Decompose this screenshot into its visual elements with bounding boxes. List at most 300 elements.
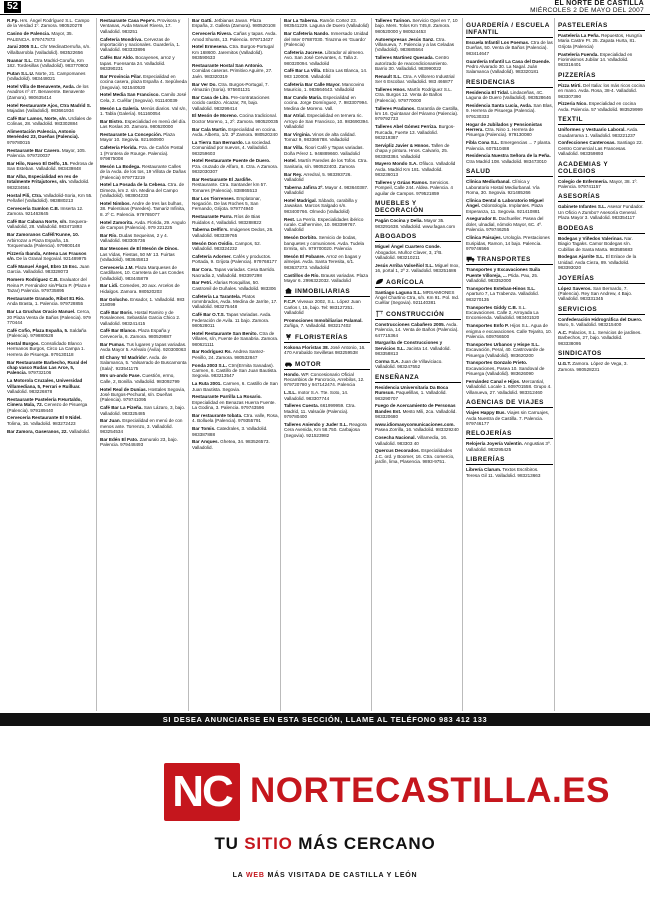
section-heading-text: ASESORÍAS xyxy=(558,193,601,201)
directory-listing: Restaurante Parrilla La Rosario. Especialidad en Benazas Huerra Fuente. La Godina, 3. Palencia. 979743596 xyxy=(192,394,276,411)
section-heading-text: JOYERÍAS xyxy=(558,274,595,282)
listing-name: U.G.T. xyxy=(558,361,572,367)
listing-name: Jesús Arriba Valseñiol S.L. xyxy=(375,262,434,268)
directory-listing: Restaurante Bar Cavero. Mayor, 105. Palencia. 979720037 xyxy=(7,147,86,159)
section-heading-text: PIZZERÍAS xyxy=(558,71,596,79)
directory-column-6 xyxy=(462,18,555,711)
directory-listing: Confecciones Canterosas. Santiago 22. Centro Comercial Las Francesas. Valladolid. 983359893 xyxy=(558,140,643,157)
directory-listing: Santiago Laguna S.L. MRSAMIONES Ángel Chartino Ctra, s/n. Km 91. Pol. Ind. Cuéllar (Segovia). 921140381 xyxy=(375,289,460,306)
listing-name: Hotel Nimbos. xyxy=(100,201,131,207)
directory-listing: Taberna Jafirra 2º. Mayor 4. 983640387. Valladolid xyxy=(284,184,369,196)
listing-name: Corma S.A. xyxy=(375,358,400,364)
listing-name: Bar Tomis. xyxy=(192,426,216,432)
section-heading-text: RESIDENCIAS xyxy=(466,78,516,86)
listing-name: Cafetería Bar Calle Mayor. xyxy=(284,81,341,87)
directory-listing: Bar Cafetería Nando. Inmersado Unidad del Inter 07887030. Tirazma es 'Guardo' (Palencia) xyxy=(284,31,369,48)
listing-name: Nuanar S.L. xyxy=(7,57,33,63)
directory-listing: Transportes Esteban-Hinos S.L. Aparturo 7, La Trabenza. Valladolid. 983270135 xyxy=(466,285,539,302)
listing-name: Restaurante Pastelería P.Hurtaldo, Cimera Mala, 72. xyxy=(7,396,82,408)
listing-name: Hotel Villa de Benavente, Avda. xyxy=(7,84,75,90)
flower-icon xyxy=(284,333,293,340)
section-heading xyxy=(558,161,645,177)
listing-name: Hotel Zamorita. xyxy=(100,219,134,225)
listing-name: Pizza Mirti. xyxy=(558,82,582,88)
listing-name: Restaurante Granado, Ribot 81 Rio. xyxy=(7,295,85,301)
section-heading-text: TEXTIL xyxy=(558,116,584,124)
directory-listing: Mayero Mondo S.A. Ofiluco. Valladolid Avda. Madrid Km 181. Valladolid. 983236013 xyxy=(375,161,456,178)
listing-name: Transportes Enfo P. xyxy=(466,323,509,329)
listing-name: Café Bar Cabana Norte, s/n. xyxy=(7,219,68,225)
listing-name: Hotel Real de Dunias. xyxy=(100,386,147,392)
listing-name: Rest. xyxy=(284,216,296,222)
listing-name: Café Bar Lamos, Norte, s/n. xyxy=(7,115,67,121)
truck-icon xyxy=(466,255,475,262)
directory-listing: Clínica Paisajes. Urología. Prestaciones Euripidas, Ramon, 14 bajo. Palencia. 979746566 xyxy=(466,235,550,251)
section-heading xyxy=(558,193,645,202)
directory-listing: Mesón Dorbito. Servicio de bodas, banquetes y comuniones. Avda. Tudela Ermita, s/n. 979700020. Palencia xyxy=(284,235,365,252)
directory-listing: Kokona Floristas 38. José Antonio, 16. 470 Arrabaldo Sevilletas 983259538 xyxy=(284,344,366,356)
directory-listing: Cervecería Rivera. Cañas y tapas. Avda. Amod Shunts, 13. Palencia. 979713427 xyxy=(192,31,277,42)
directory-listing: Café Bar O.T.S. Tapas Variadas. Avda. Federación de Avila. 11 bajo. Zamora. 980528011 xyxy=(192,312,272,328)
directory-listing: Café Bar Lamos, Norte, s/n. Urdiales de Colinas, 28. Valladolid. 983302884 xyxy=(7,115,92,127)
section-heading xyxy=(558,116,645,125)
listing-name: Talleres y Grúas Ramos. xyxy=(375,180,429,186)
listing-name: Bar restaurante tobata. xyxy=(192,412,243,418)
listing-name: Fonda 2003 S.L. xyxy=(192,362,227,368)
directory-listing: Transportes Giddy C.B. S.L. Excavaciones. Calle 2, Arroyada La Encomienda. Valladolid. 983401520 xyxy=(466,304,540,321)
listing-name: Bar Cora. xyxy=(192,267,213,273)
listing-name: Fibla Cona S.L. xyxy=(466,140,500,146)
section-heading-text: PASTELERÍAS xyxy=(558,22,608,29)
slogan-post: MÁS CERCANO xyxy=(292,834,436,853)
listing-name: Talleres Cuesta. xyxy=(284,403,319,409)
listing-name: Hotel. xyxy=(284,158,297,164)
directory-listing: Mesón El Pobanre. Arroz en bagas y almejas. Avda. Santa Teresita, s/1. 983637273. Valladolid xyxy=(284,253,361,270)
directory-listing: Bar Cundo María. Especialidad en cocina. Jorge Domínguez, 7. 983307994. Medina de Moreno. Vall. xyxy=(284,94,369,111)
directory-listing: Bar Cora. Tapas variadas. Cesa Barrido. Nacradia 2, Valladolid. 983397298 xyxy=(192,267,276,278)
section-heading xyxy=(558,306,645,315)
directory-listing: Bar Rodríguez Rs. Andrea Santez-Penillo, 24. Zamora. 980532847 xyxy=(192,349,265,360)
listing-name: Bodegas Ajarrite S.L. xyxy=(558,254,605,260)
listing-name: Hostal Burgos. xyxy=(7,340,40,346)
listing-name: Bar Cundo María. xyxy=(284,94,323,100)
directory-listing: Clínica Dental & Laboratorio Miguel Ángel. Odontología. Implantes. Plaza Esperanza, 11. Segovia. 921410881 xyxy=(466,197,544,214)
issue-date: MIÉRCOLES 2 DE MAYO DEL 2007 xyxy=(530,7,644,14)
listing-name: Cafetería La Tarantela. xyxy=(192,293,241,299)
listing-name: Transportes Esteban-Hinos S.L. xyxy=(466,285,536,291)
listing-name: Bar Petri. xyxy=(192,280,213,286)
listing-name: Bar Gatti. xyxy=(192,18,213,23)
listing-name: Castillos de Río. xyxy=(284,272,320,278)
directory-listing: Mesón La Bodega. Restaurante Calles de la Avda. de los tos, 19 Villota de Dañas (Palencia) 979773219 xyxy=(100,163,186,180)
directory-column-2 xyxy=(96,18,189,711)
listing-name: Alimentación Palencia, Antonio Menéndez 23, Dueñas (Palencia). xyxy=(7,129,79,140)
listing-name: Cervecería Sumlon C.B. xyxy=(7,205,60,211)
directory-listing: Cafetería Florida. Pza. de Cañón Postal 1 (Frontera de Rourge. Palencia). 979875008 xyxy=(100,145,184,162)
directory-listing: Talleres y Grúas Ramos. Servicios. Pompeil, Calle 244. Aldea. Palencia. 4 aguilar de Campos. 979521859 xyxy=(375,180,453,196)
listing-name: Mesón Don Ovidio. xyxy=(192,240,234,246)
directory-listing: Restaurante Granado, Ribot 81 Rio. Anda Brasta, 1. Palencia. 979728855 xyxy=(7,295,85,307)
directory-listing: Pastelería La Peña. Repuestos, Hungría Maria Castre Pr. 25. Zapata Hurta, 81. Grijota (Palencia) xyxy=(558,33,643,49)
listing-name: Pastelería Fuenda. xyxy=(558,51,599,57)
section-heading xyxy=(375,310,461,320)
directory-listing: Café Bar La Pizeña. San Lázaro, 3, bajo. Valladolid. 983325485 xyxy=(100,405,186,416)
listing-name: Casino de Palencia. xyxy=(7,31,51,37)
directory-listing: Bar La Taberna. Ramón Cortez 23. 983541229. Laguna de Duero (Valladolid) xyxy=(284,18,369,29)
section-heading xyxy=(466,399,553,408)
section-heading xyxy=(284,360,370,370)
listing-name: Residencia Universitaria Da Boca Rumsun. xyxy=(375,384,449,396)
directory-listing: Relojería Joyería Valentín. Angustias 3º. Valladolid. 983295425 xyxy=(466,441,551,452)
listing-name: Gabinete Infantes S.L. xyxy=(558,204,607,210)
listing-name: Cafés Bar Aldo. xyxy=(100,55,135,61)
directory-listing: Residencia Santa Lucía, Avda. San Blas, 9. Herrera de Pisuerga (Palencia). 979130333 xyxy=(466,103,553,119)
listing-name: Bar Cala Martin. xyxy=(192,126,227,132)
listing-name: Cafetería Adorner. xyxy=(192,253,232,259)
section-heading xyxy=(375,374,461,383)
section-heading-text: FLORISTERÍAS xyxy=(295,333,348,341)
directory-column-4 xyxy=(280,18,372,711)
leaf-icon xyxy=(375,278,384,285)
directory-listing: Castillos de Río. Brauss variadas. Plaza Mayor 6. 2996322032. Valladolid xyxy=(284,272,369,283)
directory-listing: Confederación Hidrográfica del Duero. Muro, 5. Valladolid. 983215400 xyxy=(558,316,643,328)
directory-listing: Alimentación Palencia, Antonio Menéndez 23, Dueñas (Palencia). 979780015 xyxy=(7,129,79,145)
section-heading-text: SINDICATOS xyxy=(558,350,602,358)
directory-listing: Bar Bistro. Especialidad en menú del día. Las Roslas 20. Zamora. 980520000 xyxy=(100,118,187,130)
directory-listing: Restaurante Parra. Ríos de Bias Ruidalos 4, Valladolid. 983288822 xyxy=(192,214,262,225)
directory-column-7 xyxy=(554,18,647,711)
listing-name: Renault S.L. xyxy=(375,73,402,79)
directory-listing: Bar Ver Do. Ctra. Burgos-Portugal, 7. Almazán (Soria). 975601131 xyxy=(192,81,269,93)
directory-listing: Bar Virginia. Vinos de alta calidad. Tomaz 9, 983366788. Valladolid xyxy=(284,132,356,143)
directory-listing: Cervecería J.M. Plaza Marqueses de Cardillares, 10. Carretera de Las Condes (Valladolid). 983445879 xyxy=(100,264,184,281)
listing-name: Construcciones Cabañero 2005. xyxy=(375,321,445,327)
listing-name: Escuela Infantil Los Poemas. xyxy=(466,40,530,45)
directory-listing: Hotel Media San Francisco. Camilo José Cela, 2. Cuéllar (Segovia). 911140039 xyxy=(100,92,187,103)
directory-listing: Bar Golucho. Ensador, 1. Valladolid. 983 218099 xyxy=(100,296,185,307)
directory-listing: Bar Provincia Pilar. Especialidad en cocina casera, plaza España 4. Sepúlveda (Segovia). 921540520 xyxy=(100,73,187,90)
section-heading-text: ENSEÑANZA xyxy=(375,373,420,381)
listing-name: Viajes Happy Bus. xyxy=(466,410,506,416)
directory-column-5 xyxy=(371,18,463,711)
directory-listing: Hotel La Posada de la Cebesa. Ctra. de Dimeza, km 2. s/n. Medina del Campo (Valladolid). 983804233 xyxy=(100,182,185,199)
listing-name: Colegio de Enfermería. xyxy=(558,178,609,184)
directory-listing: Residencia Nuestra Señora de la Peña. Ctra Madrid 108. Valladolid. 983473010 xyxy=(466,153,551,164)
listing-name: Mesón La Bodega. xyxy=(100,163,141,169)
directory-listing: Transportes Urbanos y Hispe S.L. Excavación, Peral, 40. Castrovarde de Pisuerga (Valladolid). 983620200 xyxy=(466,341,545,358)
directory-listing: Pagán Cocina y Delia. Mayor 35. 983291638. Valladolid. www.fagan.com xyxy=(375,218,456,229)
listing-name: www.idiomasycomunicaciones.com. xyxy=(375,422,455,427)
listing-name: Café Bar Boris. xyxy=(100,309,134,315)
directory-listing: Mesón Don Ovidio. Campos, 52. Valladolid. 983324232 xyxy=(192,240,261,252)
slogan-highlight: SITIO xyxy=(244,834,293,853)
listing-name: Bar Alba, Especialidad en rex de totalmente Fritajutores, s/n. xyxy=(7,174,78,185)
listing-name: Café Manuel Ángel, Ebro 15 Esc. xyxy=(7,264,79,270)
directory-listing: Asegurador E. Dachueller. Pasea del doler, ulnadial, nómolo Mayor, 6C. 4º. Palencia. 979746255 xyxy=(466,216,544,233)
directory-listing: Fonda 2003 S.L. Ctrn(Ermita Sanadas). Carmen, 6. Castillo de San Juan Bautista. Segovia. 983213547 xyxy=(192,362,278,379)
directory-listing: Jarai 2005 S.L. Chr MedinaDerruña, s/n. Villalbarrobla (Valladolid). 983522656 xyxy=(7,44,91,55)
listing-name: Café Bar Blanco. xyxy=(100,328,137,334)
listing-name: Bar Zamora, Gaseranos, 22. xyxy=(7,428,68,434)
listing-name: Hotel Media San Francisco. xyxy=(100,92,160,98)
directory-listing: Librería Clarum. Textos Escribiros. Teresa Gil 11. Valladolid. 983213663 xyxy=(466,467,541,478)
listing-name: Quercus Decorados. xyxy=(375,448,420,454)
listing-name: Cafetería Florida. xyxy=(100,145,138,151)
directory-listing: Bar Juan. Especialidad en menú de con menos ante. Torrenzo, 3. Valladolid. 983254534 xyxy=(100,418,183,435)
listing-name: Hotel Ermesena. xyxy=(192,44,228,50)
directory-listing: Bar Edén El Pato. Zamuralo 23, bajo. Palencia. 979448493 xyxy=(100,436,178,448)
listing-name: Bar Restaurante El Jardiñe. xyxy=(192,177,252,183)
directory-listing: Talleres Hnos. Martín Rodriguez S.L. Ctra. Burgos 12. Venta de Baños (Palencia). 979770000 xyxy=(375,87,453,103)
section-heading xyxy=(375,278,461,288)
directory-listing: F.C.P. Viveaux 2002, S.L. López Juan Carlos I, 15, bajo. Tel: 983127251. Valladolid xyxy=(284,299,361,316)
directory-listing: Bar Los Tiorrenses. Emplatonar, Negación. De las Roches 5, San Fernando, Grijota. 979774940 xyxy=(192,195,261,212)
directory-listing: La Motorola Cruzales, Universidad Villamediana, 5, Ferrari e Ruílluar. Valladolid. 983226878 xyxy=(7,378,83,394)
listing-name: Bar Lidi. xyxy=(100,283,119,289)
directory-listing: Cosecha Nacional. Villamedia, 16. Valladolid. 983303 40 xyxy=(375,435,448,446)
directory-listing: Cervecería Sumlon C.B. Imserta 12. Zamora. 921463645 xyxy=(7,205,84,217)
listing-name: Mesón La Galería. xyxy=(100,105,140,111)
directory-listing: Pizzería Ibanda, Antena Las Frausos s/n. De la Granal Segovial. 921489975 xyxy=(7,250,87,262)
directory-listing: Cafetería Jucrese. Librador al almeno. Avo. San José Cervantes, 4. Talla 2. 980320094. Valladolid xyxy=(284,49,365,66)
listing-name: Fuego de Acercamiento de Personas Bandes Est. xyxy=(375,403,456,414)
directory-listing: Renault S.L. Ctra. A Villorero Industrial Ser 6 Escobar. Valladolid. 983 466877 xyxy=(375,73,455,85)
directory-listing: Bar Restaurante El Jardiñe. Restaurante. Ctra. Santander km 57. Tomares (Palencia). 838865513 xyxy=(192,177,268,193)
section-heading xyxy=(558,275,645,284)
section-heading xyxy=(466,456,553,465)
section-heading-text: BODEGAS xyxy=(558,224,594,232)
listing-name: Restaurante Hostal San Antonio. xyxy=(192,63,264,69)
listing-name: Residencia Nuestra Señora de la Peña. xyxy=(466,153,551,159)
directory-listing: Autoempresas Jesús Sanz. Ctra. Villanueva, 7. Palencia y a las Celadas (Valladolid). 983685564 xyxy=(375,36,455,53)
nortecastilla-advertisement[interactable] xyxy=(0,727,650,901)
section-heading-text: AGRÍCOLA xyxy=(386,278,425,286)
directory-listing: Cervecería Restaurante El 9 Nidel. Tolima, 16. Valladolid. 983272423 xyxy=(7,415,82,426)
directory-listing: Romero Rodriguez C.B. Evaluator del Reina P. Fernández sin/Plaza P. (Plaza e Tazar) Palencia. 979735895 xyxy=(7,277,91,294)
listing-name: Café Bar O.T.S. xyxy=(192,312,225,318)
listing-name: Santiago Laguna S.L. xyxy=(375,289,422,295)
listing-name: Hotel Restaurante Ajos, Ctra Madrid S. xyxy=(7,102,92,108)
directory-listing: Hotel Restaurante Ajos, Ctra Madrid S. Majadas (Valladolid). 983661934 xyxy=(7,102,92,114)
listing-name: Bar Rodríguez Rs. xyxy=(192,349,232,355)
directory-listing: Hondo. WP. Concesionario Oficial Recambios de Pancrocio, Arrebilos, 12. 979720780 y 947142474. Palencia xyxy=(284,371,365,388)
section-heading-text: ACADEMIAS Y COLEGIOS xyxy=(558,160,609,175)
listing-name: Cervecería J.M. xyxy=(100,264,134,270)
listing-name: Bar Cafetería Nando. xyxy=(284,31,330,37)
listing-name: Bar La Gruchas Oracio Manuel. xyxy=(7,309,76,315)
listing-name: Restaurante La Concepción. xyxy=(100,132,163,138)
section-heading-text: SERVICIOS xyxy=(558,305,598,313)
directory-listing: Restaurante Casa Pepe's. Provisora y Ventanas, Avda Manuel Rivera, 17. Valladolid. 983251 xyxy=(100,18,181,34)
listing-name: Restaurante Parra. xyxy=(192,214,233,220)
directory-listing: Transportes Gonzalo Prieto. Excavaciones, Pasea 10. Sandoval de Pisuerga (Valladolid). 983626090 xyxy=(466,360,545,377)
listing-name: Pizzería Ibanda, Antena Las Frausos s/n. xyxy=(7,250,87,262)
directory-listing: U.G.T. Zamora. López de Vega, 3. Zamora. 980528231 xyxy=(558,361,628,372)
directory-listing: Bar Río. Dudas Sequeiras, 2 y 4. Valladolid. 983305736 xyxy=(100,232,168,244)
advertise-banner: SI DESEA ANUNCIARSE EN ESTA SECCIÓN, LLAME AL TELÉFONO 983 412 133 xyxy=(0,713,650,726)
directory-listing: Talleres Pradanos. Garantía de Castilla, km 16. Quintanar del Páramo (Palencia). 979792733 xyxy=(375,105,459,122)
listing-name: Fernández Canal e Hijos. xyxy=(466,378,521,384)
directory-listing: Talleres Martinez Quesada. Centro autorizado de reacondicionamiento. Barrio 30. Valladolid. 983990022 xyxy=(375,55,449,72)
listing-name: Cosecha Nacional. xyxy=(375,435,416,441)
tagline-highlight: WEB xyxy=(246,872,265,879)
listing-name: Mrs un-ando Pase. xyxy=(100,373,141,379)
directory-listing: Transportes y Excavaciones Suila Puente Villoreja, ... Ptida. Pau, 25. Valladolid. 983352000 xyxy=(466,267,541,284)
tagline-pre: LA xyxy=(232,872,247,879)
listing-name: Bar Río. xyxy=(100,232,118,238)
listing-name: Promociones Inmobiliarias Palamal. xyxy=(284,317,363,323)
listing-name: Bar Bistro. xyxy=(100,118,124,124)
directory-listing: Mrs un-ando Pase. Cuestión, ermo, Calle, 2, Bonilla. Valladolid. 983092799 xyxy=(100,373,180,384)
directory-listing: Miguel Ángel Cuartero Conde. Abogados. Muñoz Claver, 3, 1ºB. Valladolid. 983210211 xyxy=(375,244,443,260)
listing-name: Kokona Floristas 38. xyxy=(284,344,329,350)
listing-name: Bar Ver Do. xyxy=(192,81,217,87)
section-heading xyxy=(558,22,645,31)
listing-name: Bodegas y Viñedos Valerinas. xyxy=(558,235,624,241)
directory-listing: Putan S.L.U. Norte, 21. Campomanes (Valladolid). 983448021 xyxy=(7,70,86,82)
listing-name: Residencia Santa Lucía, Avda. xyxy=(466,103,533,109)
directory-listing: Jesús Arriba Valseñiol S.L. Miguel Inox, 16, portal 1, 2º 2. Valladolid. 983251686 xyxy=(375,262,460,274)
directory-listing: Quercus Decorados. Especialidades J.C. ord. y Boomer, 16. Ctra. comercio, jardín, lima, Plasencia. 9893-9751. xyxy=(375,448,455,465)
listing-name: Taberna Delfín's. xyxy=(192,227,229,233)
section-heading xyxy=(284,333,370,343)
directory-listing: Restaurante Hostal San Antonio. Comidas caseras. Primitivo Aguirre, 27. Jaén. 983320319 xyxy=(192,63,273,79)
directory-listing: Talleres Cuesta. 661999959. Ctra. Madrid, 11. Valsaúle (Palencia). 979780400 xyxy=(284,403,356,420)
section-heading xyxy=(558,225,645,234)
directory-listing: Bar Zamora, Gaseranos, 22. Valladolid. xyxy=(7,428,90,434)
directory-listing: Hotel Nimbos. Andre de tres las bulhas, 38. Palentinas (Paredes). Tamariz Infinita, 8. 2º C. Palencia. 979765077 xyxy=(100,201,186,217)
listing-name: Talleres Pradanos. xyxy=(375,105,416,111)
directory-listing: Residencia Universitaria Da Boca Rumsun. Paquelillas, 1. Valladolid. 983290707 xyxy=(375,384,449,401)
directory-listing: L.S.L. motor S.A. Tte. Soto, 14. Valladolid. 983307744 xyxy=(284,390,349,401)
directory-listing: Hotel Restaurante Puente de Duero. Pza. cruzado de Alfaro, 8. Ctra. A Zamora. 9832030307 xyxy=(192,158,279,175)
masthead xyxy=(530,0,644,14)
listing-name: Cervecería Restaurante El 9 Nidel. xyxy=(7,415,82,421)
directory-listing: Transportes Enfo P. Hijos S.L. Agua de enigma e excavaciones. Calle Tejarito, 10. Palencia. 609766500 xyxy=(466,323,552,339)
directory-listing: Café Manuel Ángel, Ebro 15 Esc. Juan Garcia. Valladolid. 983328073 xyxy=(7,264,90,275)
listing-name: Talleres Martinez Quesada. xyxy=(375,55,434,61)
listing-name: Bar Rey. xyxy=(284,171,303,177)
section-heading xyxy=(375,233,461,242)
house-icon xyxy=(284,287,293,294)
listing-name: Clínica Mediurbanal. xyxy=(466,179,511,185)
directory-listing: Hostal Burgos. Consolidado Blanco Hermanos Burgos, Circo La Campa 1. Herrera de Pisuerga. 979130118 xyxy=(7,340,85,357)
listing-name: Pastelería La Peña. xyxy=(558,33,600,38)
tagline-post: MÁS VISITADA DE CASTILLA Y LEÓN xyxy=(264,872,418,879)
directory-listing: El Mesón de Moreno. Cocina tradicional. Doctor Moreno, 1, 2º. Zamora. 980520035 xyxy=(192,113,279,124)
listing-name: F.C.P. xyxy=(284,299,296,305)
directory-listing: López Saveros. San Bernardo, 7. (Palencia). Rey San Andrew, 4 Bajo. Valladolid. 983331345 xyxy=(558,285,633,302)
directory-listing: Cafetería Adorner. Cafés y productos. Portada, 9. Grijota (Palencia). 979768177 xyxy=(192,253,277,265)
directory-listing: Pizzeria Nico. Especialidad en cocina Avda. Palencia. 57 Valladolid. 983529999 xyxy=(558,101,643,112)
section-heading-text: TRANSPORTES xyxy=(477,256,531,264)
listing-name: Clínica Paisajes. xyxy=(466,235,503,241)
directory-listing: Taberna Delfín's. Imágenes Dedos, 26. Valladolid. 983339765 xyxy=(192,227,274,238)
directory-listing: Talleres Abel Gómez Ferriza. Burgos-Rurcada, Fuerte 13. Valladolid. 983219387 xyxy=(375,124,455,141)
listing-name: Uniformes y Vestuario Laboral. xyxy=(558,127,626,133)
directory-listing: Hotel Ermesena. Ctra. Burgos-Portugal Km 168600. Jaremitos (Valladolid). 983590633 xyxy=(192,44,274,61)
directory-listing: Bodegas y Viñedos Valerinas. Nar. Biagio Tagaks. Camor Bodegas s/n. Cubillas de Santa Marta. 983585683 xyxy=(558,235,633,252)
listing-name: Bar Anques. xyxy=(192,439,219,445)
listing-name: Restaurante Parrilla La Rosario. xyxy=(192,394,262,400)
directory-listing: El Chany 'El Madrido'. Avda. de Salamanca, 5. 'Valsarrado de Buscamonta (Sala)'. 923541175 xyxy=(100,354,187,371)
directory-listing: Casino de Palencia. Mayor, 35. PALENCIA. 979747873 xyxy=(7,31,73,42)
slogan-pre: TU xyxy=(214,834,245,853)
directory-listing: Talleres Tarinon. Servicio Opel en 7, 10 bajo. Mers. Tolos Km 745,8. Zamora. 980520000 y 980524453 xyxy=(375,18,458,34)
listing-name: Hondo. xyxy=(284,371,300,377)
directory-listing: La Ruta 2001. Carmen, 6. Castillo de San Juan Bautista. Segovia. xyxy=(192,381,278,392)
listing-name: Servipliz Javier & Hnnos. xyxy=(375,142,430,148)
listing-name: R.Pp. xyxy=(7,18,19,23)
directory-listing: Bar Pumas. Tus lugares y tapas variadas. Avda Mayor 5. Arévalo (Ávila). 920300063 xyxy=(100,341,187,352)
listing-name: Confecciones Canterosas. xyxy=(558,140,616,146)
section-heading-text: MOTOR xyxy=(295,360,322,368)
listing-name: Bar Golucho. xyxy=(100,296,129,302)
listing-name: Relojería Joyería Valentín. xyxy=(466,441,523,447)
listing-name: Bar Juan. xyxy=(100,418,121,424)
directory-listing: Talleres Aniendo y Juder S.L. Reagora Cera Avenida, Km 58.750. Carbajosa (Segovia). 921523982 xyxy=(284,421,367,438)
directory-listing: Cafetería Mondriva. Cervezas de importación y nacionales. Guardería, 1. Valladolid. 983333896 xyxy=(100,36,181,53)
car-icon xyxy=(284,360,293,367)
listing-name: El Chany 'El Madrido'. xyxy=(100,354,148,360)
section-heading-text: ABOGADOS xyxy=(375,233,417,241)
directory-listing: Cafés Bar Aldo. Bocayenes, arroz y tapas. Fuensanta 24. Valladolid. 983390231 xyxy=(100,55,175,72)
listing-name: Pagán Cocina y Delia. xyxy=(375,218,423,224)
directory-listing: Bar Villa. Ñoori Café y Tapas variadas. Doña Pérez 1. 946889660. Valladolid xyxy=(284,145,364,156)
directory-listing: Bar Tomis. Catedrales, 3. Valladolid. 983387888 xyxy=(192,426,268,437)
section-heading-text: SALUD xyxy=(466,168,491,176)
directory-listing: Mesón La Galería. Menús diarios. Val s/n, 1. Tabla (Galería). 911160054 xyxy=(100,105,187,117)
directory-listing: Rest. La Perrio. Especialidades ibérico rurale. Calhermine, 10. 983399767. Valladolid xyxy=(284,216,364,233)
nc-logo: NC xyxy=(164,763,240,821)
directory-listing: Servipliz Javier & Hnnos. Tallen de chapa y pintura. Hnos. Calvario, 25. 983383384. Valladolid xyxy=(375,142,450,159)
listing-name: Transportes y Excavaciones Suila Puente Villoreja, ... xyxy=(466,267,541,278)
listing-name: Mesón Dorbito. xyxy=(284,235,318,241)
directory-listing: Construcciones Cabañero 2005. Avda. Palencia, 14. Venta de Baños (Palencia). 647715364 xyxy=(375,321,459,338)
listing-name: Bar Villa. xyxy=(284,145,304,151)
directory-listing: Café Bar Boris. Hostal Ramiro y de Rosaleones. Sebastián Garcia Chico 2. Valladolid. 983241415 xyxy=(100,309,181,326)
listing-name: Café Cofio, Plaza España, 5. xyxy=(7,327,69,333)
publication-name: EL NORTE DE CASTILLA xyxy=(554,0,644,7)
listing-name: López Saveros. xyxy=(558,285,592,291)
directory-listing: Café Bar Blanco. Plaza España y Cervecería, 6. Zamora. 980529887 xyxy=(100,328,172,339)
listing-name: Mayero Mondo S.A. xyxy=(375,161,418,167)
directory-listing: Fibla Cona S.L. Emergencias ... 7 planta. Palencia. 607510488 xyxy=(466,140,552,151)
listing-name: Asegurador E. xyxy=(466,216,498,222)
directory-listing: Guardería Infantil La Casa del Duende. Pedro Alvarado 30. La Nagal. Juán Salamanca (Valladolid). 983320181 xyxy=(466,58,551,75)
listing-name: La Tierra San Bernardo. xyxy=(192,139,244,145)
section-heading xyxy=(466,79,553,88)
directory-listing: Bodegas Ajarrite S.L. El Enlace de la Unidad. Avda Cieza, 89. Valladolid. 983393020 xyxy=(558,254,637,271)
listing-name: Bar Pumas. xyxy=(100,341,126,347)
section-heading-text: RELOJERÍAS xyxy=(466,430,512,438)
directory-listing: Gabinete Infantes S.L. Asesor Fundador. Un Oficio A Zumbo? Asesoría General. Plaza Mayor 3. Valladolid. 983354117 xyxy=(558,204,644,221)
directory-listing: Hotel Restaurante San Benito. Ctra de Villares, s/n, Fuente de Sanabria. Zamora. 980621111 xyxy=(192,330,279,347)
directory-listing: Bar Hilo, Nuevo El Delfo, 15. Pedrosa de San Esteban. Valladolid. 983439848 xyxy=(7,160,94,172)
crane-icon xyxy=(375,310,384,317)
page-number: 52 xyxy=(4,1,21,13)
listing-name: Cervecería Rivera. xyxy=(192,31,233,37)
listing-name: El Mesón de Moreno. xyxy=(192,113,238,119)
directory-listing: Bar Restaurante Barbecho, Rural del chap vasco Rudas Las Arce, 5, Palencia. 979732106 xyxy=(7,359,88,376)
listing-name: Residencia El Tidal. xyxy=(466,89,510,95)
listing-name: Autoempresas Jesús Sanz. xyxy=(375,36,435,42)
listing-name: Hostal Pili, Ctra. xyxy=(7,192,43,198)
listing-name: Transportes Giddy C.B. xyxy=(466,304,518,310)
section-heading xyxy=(375,200,461,216)
listing-name: Romero Rodriguez C.B. xyxy=(7,277,59,283)
listing-name: Talleres Aniendo y Juder S.L. xyxy=(284,421,348,427)
